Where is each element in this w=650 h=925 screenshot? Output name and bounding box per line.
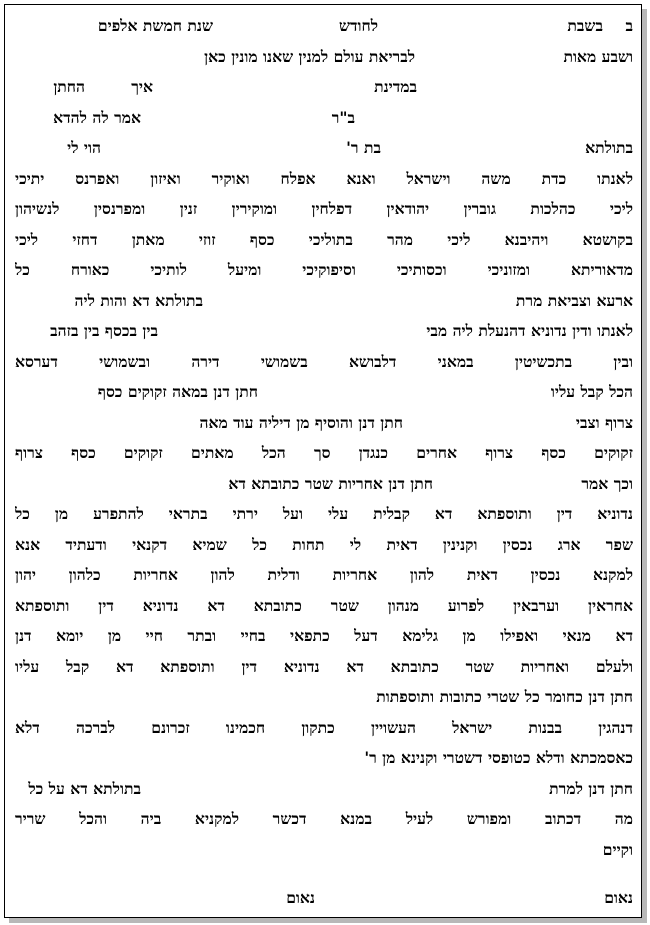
text-line <box>15 316 633 347</box>
text-segment: לחודש <box>338 16 378 35</box>
text-segment: במדינת <box>374 77 417 96</box>
text-line <box>15 42 633 73</box>
text-line: מדאוריתא ומזוניכי וכסותיכי וסיפוקיכי ומיעל לותיכי כאורח כל <box>15 260 633 279</box>
text-line <box>15 682 633 713</box>
text-segment: וקיים <box>602 839 633 859</box>
text-segment: הכל קבל עליו <box>550 382 633 401</box>
text-segment: בשבת <box>567 16 603 35</box>
text-segment: בתולתא דא והות ליה <box>74 290 203 310</box>
text-line: מה דכתוב ומפורש לעיל במנא דכשר למקניא ביה והכל שריר <box>15 809 633 828</box>
text-line: נדוניא דין ותוספתא דא קבלית עלי ועל ירתי בתראי להתפרע מן כל <box>15 504 633 523</box>
text-line: זקוקים כסף צרוף אחרים כנגדן סך הכל מאתים זקוקים כסף צרוף <box>15 443 633 462</box>
ketubah-document <box>4 4 642 918</box>
text-line <box>15 286 633 317</box>
text-line <box>15 11 633 42</box>
text-segment: לבריאת עולם למנין שאנו מונין כאן <box>204 46 415 66</box>
text-line: דנהגין בבנות ישראל העשויין כתקון חכמינו זכרונם לברכה דלא <box>15 717 633 737</box>
witness-signature-label: נאום <box>286 888 315 907</box>
text-line: בקושטא ויהיבנא ליכי מהר בתוליכי כסף זוזי מאתן דחזי ליכי <box>15 229 633 249</box>
text-segment: אמר לה להדא <box>53 107 141 127</box>
text-segment: ארעא וצביאת מרת <box>515 290 633 310</box>
text-segment: הוי לי <box>67 138 101 157</box>
text-line <box>15 743 633 774</box>
text-segment: חתן דנן והוסיף מן דיליה עוד מאה <box>199 412 403 432</box>
text-line <box>15 377 633 408</box>
text-segment: בתולתא דא על כל <box>28 778 141 798</box>
text-line: שפר ארג נכסין וקנינין דאית לי תחות כל שמיא דקנאי ודעתיד אנא <box>15 534 633 554</box>
text-line <box>15 835 633 866</box>
text-segment: בין בכסף בין בזהב <box>50 321 158 340</box>
text-segment: כאסמכתא ודלא כטופסי דשטרי וקנינא מן ר' <box>364 748 633 767</box>
text-segment: חתן דנן כחומר כל שטרי כתובות ותוספתות <box>376 687 633 706</box>
text-segment: לאנתו ודין נדוניא דהנעלת ליה מבי <box>426 321 633 340</box>
text-line: למקנא נכסין דאית להון אחריות ודלית להון אחריות כלהון יהון <box>15 565 633 584</box>
text-line: ובין בתכשיטין במאני דלבושא בשמושי דירה ובשמושי דערסא <box>15 351 633 371</box>
text-line: ולעלם ואחריות שטר כתובתא דא נדוניא דין ותוספתא דא קבל עליו <box>15 656 633 676</box>
text-segment: בתולתא <box>585 138 633 157</box>
witness-signature-label: נאום <box>604 888 633 907</box>
text-segment: חתן דנן למרת <box>549 778 633 798</box>
witness-signatures <box>15 883 633 913</box>
text-segment: חתן דנן במאה זקוקים כסף <box>97 382 258 401</box>
text-segment: ושבע מאות <box>563 46 633 66</box>
text-line <box>15 774 633 805</box>
text-segment: ב <box>625 16 633 35</box>
text-line <box>15 408 633 439</box>
text-line: אחראין וערבאין לפרוע מנהון שטר כתובתא דא נדוניא דין ותוספתא <box>15 595 633 615</box>
text-segment: ב"ר <box>331 107 355 127</box>
text-line <box>15 72 633 103</box>
text-segment: בת ר' <box>346 138 381 157</box>
text-line <box>15 133 633 164</box>
text-segment: החתן <box>53 77 85 96</box>
text-segment: איך <box>131 77 153 96</box>
text-segment: צרוף וצבי <box>575 412 633 432</box>
text-segment: וכך אמר <box>581 473 633 493</box>
text-line: לאנתו כדת משה וישראל ואנא אפלח ואוקיר ואיזון ואפרנס יתיכי <box>15 168 633 188</box>
text-line: ליכי כהלכות גוברין יהודאין דפלחין ומוקירין זנין ומפרנסין לנשיהון <box>15 199 633 218</box>
text-segment: חתן דנן אחריות שטר כתובתא דא <box>228 473 433 493</box>
text-segment: שנת חמשת אלפים <box>97 16 213 35</box>
ketubah-text <box>15 11 633 865</box>
text-line <box>15 103 633 134</box>
text-line: דא מנאי ואפילו מן גלימא דעל כתפאי בחיי ובתר חיי מן יומא דנן <box>15 626 633 645</box>
text-line <box>15 469 633 500</box>
